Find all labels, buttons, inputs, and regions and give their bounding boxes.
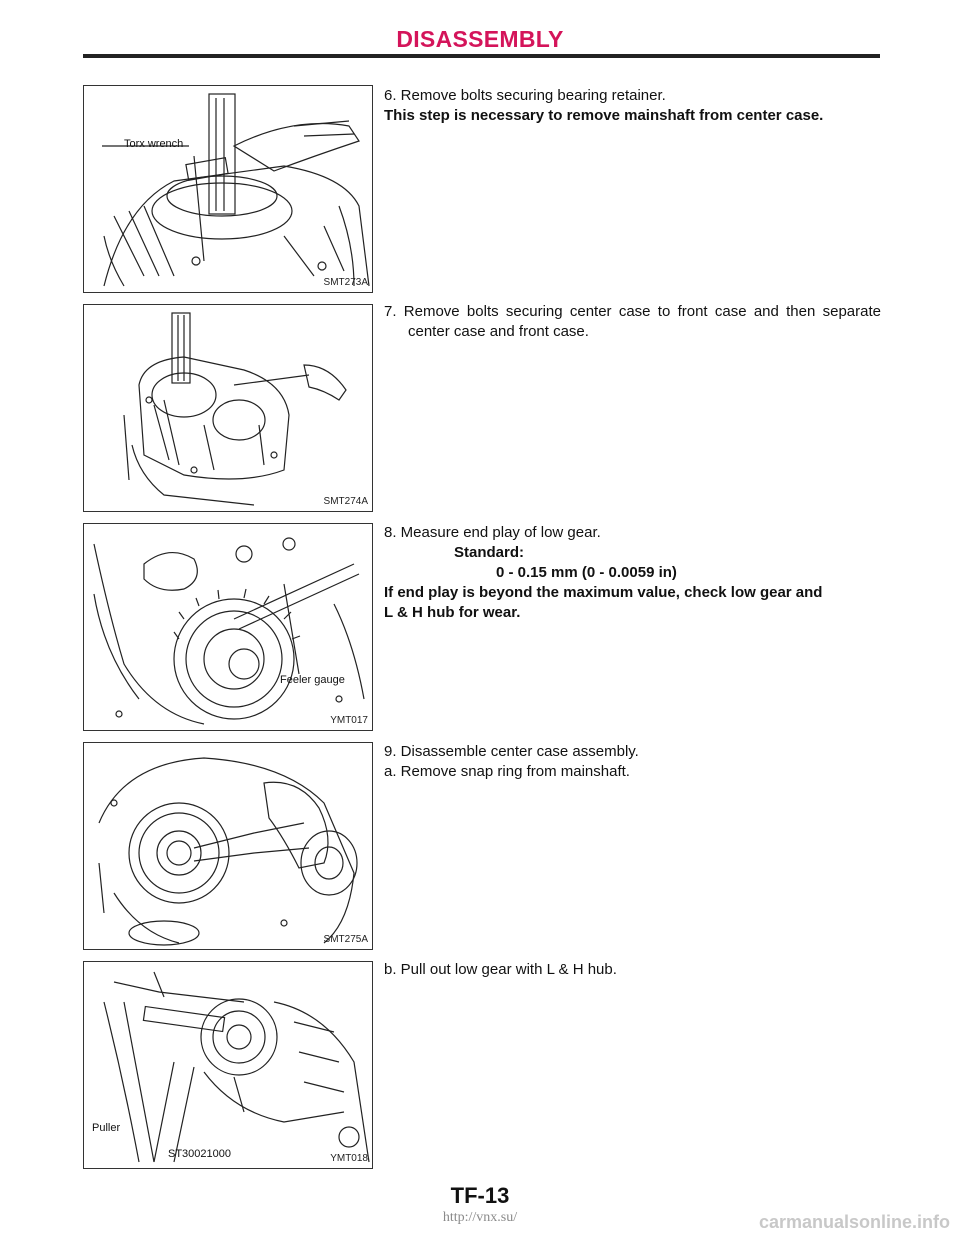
callout-puller: Puller [92,1122,121,1134]
figure-case-bolts [83,304,373,512]
illustration-case-bolts [84,305,373,512]
standard-label: Standard: [454,544,525,561]
step-9b [384,960,881,980]
step-8-note-line-2: L & H hub for wear. [384,604,521,621]
figure-code: YMT017 [330,715,368,726]
figure-code: SMT273A [323,277,368,288]
step-7 [384,302,881,342]
illustration-torx-wrench [84,86,373,293]
callout-torx-wrench: Torx wrench [124,138,184,150]
header-rule [83,54,880,58]
page-section-title: DISASSEMBLY [396,26,564,52]
callout-feeler-gauge: Feeler gauge [280,674,345,686]
step-9b-instruction: b. Pull out low gear with L & H hub. [384,961,617,978]
step-8-instruction: 8. Measure end play of low gear. [384,524,601,541]
watermark: carmanualsonline.info [758,1212,950,1232]
step-6-instruction: 6. Remove bolts securing bearing retainer. [384,87,666,104]
figure-code: SMT274A [323,496,368,507]
figure-torx-wrench [83,85,373,293]
illustration-puller [84,962,373,1169]
step-8-note-line-1: If end play is beyond the maximum value, check low gear and [384,584,823,601]
step-9 [384,742,881,782]
callout-special-tool: ST30021000 [168,1148,231,1160]
figure-puller [83,961,373,1169]
step-6 [384,86,881,126]
figure-code: YMT018 [330,1153,368,1164]
footer-url[interactable]: http://vnx.su/ [442,1210,518,1225]
step-7-instruction: 7. Remove bolts securing center case to front case and then separate center case and front case. [384,303,881,340]
step-8 [384,523,881,623]
step-6-note: This step is necessary to remove mainshaft from center case. [384,107,824,124]
page-number: TF-13 [450,1183,510,1208]
figure-code: SMT275A [323,934,368,945]
figure-snap-ring [83,742,373,950]
illustration-snap-ring [84,743,373,950]
step-9a-instruction: a. Remove snap ring from mainshaft. [384,763,630,780]
step-9-instruction: 9. Disassemble center case assembly. [384,743,639,760]
figure-feeler-gauge [83,523,373,731]
standard-value: 0 - 0.15 mm (0 - 0.0059 in) [496,564,677,581]
illustration-feeler-gauge [84,524,373,731]
